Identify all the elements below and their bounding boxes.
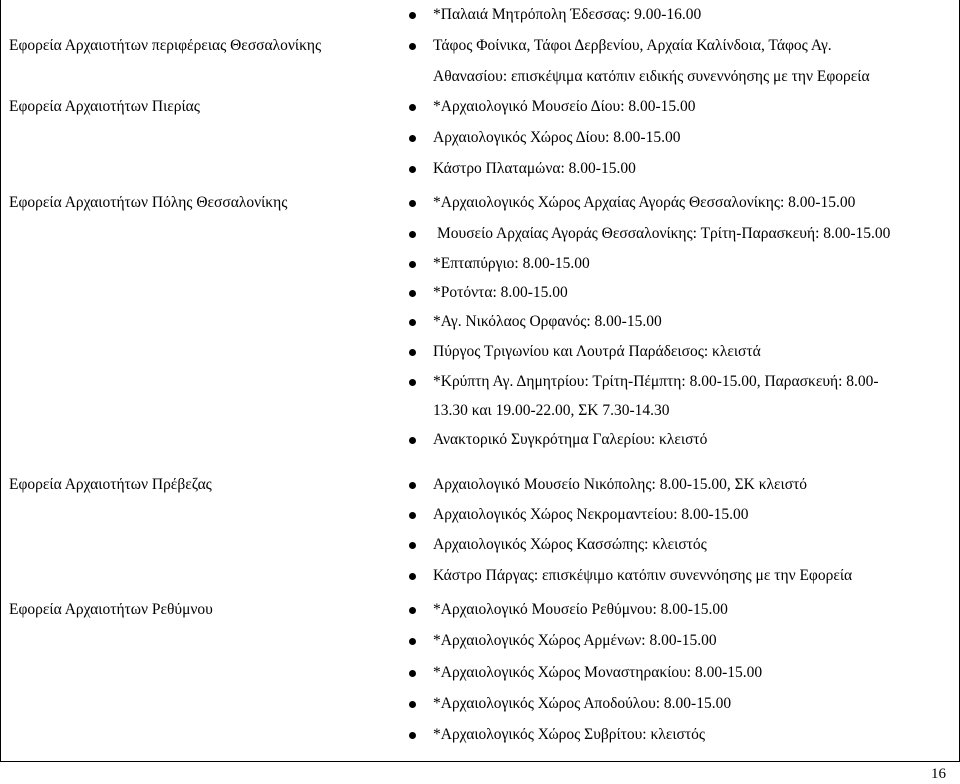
site-item: *Αρχαιολογικός Χώρος Αρμένων: 8.00-15.00 <box>433 632 717 649</box>
site-item: *Αρχαιολογικός Χώρος Αρχαίας Αγοράς Θεσσαλονίκης: 8.00-15.00 <box>433 194 856 211</box>
region-name: Εφορεία Αρχαιοτήτων Πρέβεζας <box>9 476 212 493</box>
site-item: Αρχαιολογικό Μουσείο Νικόπολης: 8.00-15.00, ΣΚ κλειστό <box>433 476 808 493</box>
bullet-icon <box>409 166 416 173</box>
bullet-icon <box>409 135 416 142</box>
bullet-icon <box>409 482 416 489</box>
bullet-icon <box>409 349 416 356</box>
bullet-icon <box>409 607 416 614</box>
bullet-icon <box>409 261 416 268</box>
bullet-icon <box>409 512 416 519</box>
bullet-icon <box>409 290 416 297</box>
region-name: Εφορεία Αρχαιοτήτων Ρεθύμνου <box>9 601 213 618</box>
page-number: 16 <box>931 766 946 782</box>
site-item: *Επταπύργιο: 8.00-15.00 <box>433 255 590 272</box>
bullet-icon <box>409 701 416 708</box>
bullet-icon <box>409 12 416 19</box>
bullet-icon <box>409 638 416 645</box>
site-item: *Αγ. Νικόλαος Ορφανός: 8.00-15.00 <box>433 313 662 330</box>
bullet-icon <box>409 379 416 386</box>
bullet-icon <box>409 573 416 580</box>
bullet-icon <box>409 319 416 326</box>
region-name: Εφορεία Αρχαιοτήτων Πιερίας <box>9 98 200 115</box>
site-item: Ανακτορικό Συγκρότημα Γαλερίου: κλειστό <box>433 431 708 448</box>
region-name: Εφορεία Αρχαιοτήτων περιφέρειας Θεσσαλονίκης <box>9 37 322 54</box>
site-item: Μουσείο Αρχαίας Αγοράς Θεσσαλονίκης: Τρίτη-Παρασκευή: 8.00-15.00 <box>437 225 891 242</box>
region-name: Εφορεία Αρχαιοτήτων Πόλης Θεσσαλονίκης <box>9 194 288 211</box>
site-item: *Αρχαιολογικό Μουσείο Ρεθύμνου: 8.00-15.00 <box>433 601 728 618</box>
site-item: *Παλαιά Μητρόπολη Έδεσσας: 9.00-16.00 <box>433 6 702 23</box>
site-item: *Κρύπτη Αγ. Δημητρίου: Τρίτη-Πέμπτη: 8.00-15.00, Παρασκευή: 8.00- <box>433 373 879 390</box>
site-item: Πύργος Τριγωνίου και Λουτρά Παράδεισος: κλειστά <box>433 343 761 360</box>
site-item: *Αρχαιολογικό Μουσείο Δίου: 8.00-15.00 <box>433 98 696 115</box>
site-item: *Αρχαιολογικός Χώρος Συβρίτου: κλειστός <box>433 726 705 743</box>
bullet-icon <box>409 732 416 739</box>
site-item: Κάστρο Πάργας: επισκέψιμο κατόπιν συνεννόησης με την Εφορεία <box>433 567 853 584</box>
bullet-icon <box>409 231 416 238</box>
site-item: Αρχαιολογικός Χώρος Κασσώπης: κλειστός <box>433 536 707 553</box>
site-item: *Αρχαιολογικός Χώρος Αποδούλου: 8.00-15.00 <box>433 695 732 712</box>
bullet-icon <box>409 542 416 549</box>
bullet-icon <box>409 437 416 444</box>
bullet-icon <box>409 104 416 111</box>
site-item-continuation: 13.30 και 19.00-22.00, ΣΚ 7.30-14.30 <box>433 402 670 419</box>
site-item: Τάφος Φοίνικα, Τάφοι Δερβενίου, Αρχαία Καλίνδοια, Τάφος Αγ. <box>433 37 832 54</box>
site-item: *Αρχαιολογικός Χώρος Μοναστηρακίου: 8.00-15.00 <box>433 664 763 681</box>
site-item-continuation: Αθανασίου: επισκέψιμα κατόπιν ειδικής συνεννόησης με την Εφορεία <box>433 68 870 85</box>
site-item: Αρχαιολογικός Χώρος Νεκρομαντείου: 8.00-15.00 <box>433 506 749 523</box>
site-item: Αρχαιολογικός Χώρος Δίου: 8.00-15.00 <box>433 129 681 146</box>
bullet-icon <box>409 43 416 50</box>
bullet-icon <box>409 670 416 677</box>
bullet-icon <box>409 200 416 207</box>
site-item: *Ροτόντα: 8.00-15.00 <box>433 284 568 301</box>
site-item: Κάστρο Πλαταμώνα: 8.00-15.00 <box>433 160 636 177</box>
